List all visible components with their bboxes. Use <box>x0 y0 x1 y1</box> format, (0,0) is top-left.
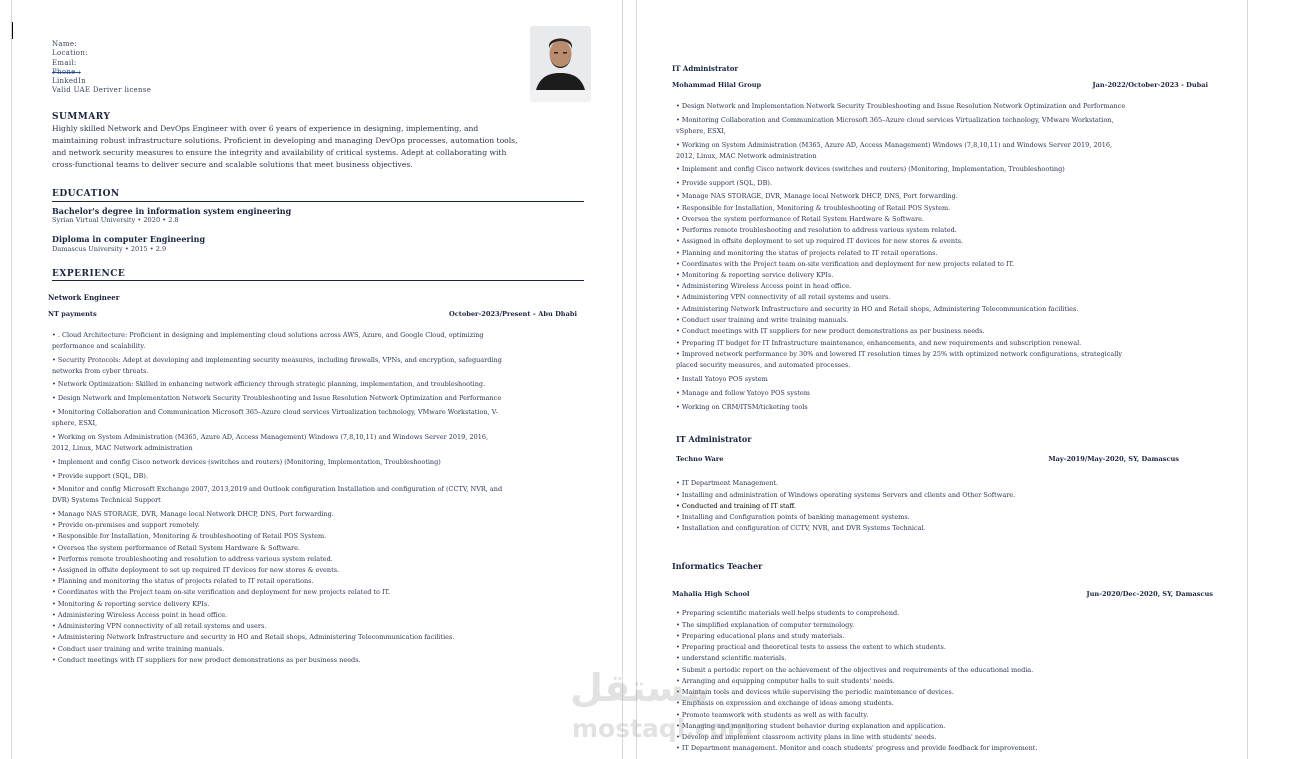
education-detail: Syrian Virtual University • 2020 • 2.8 <box>52 216 179 224</box>
bullet-item: • Administering VPN connectivity of all retail systems and users. <box>676 293 891 301</box>
bullet-item: • Coordinates with the Project team on-site verification and deployment for new projects related to IT. <box>52 588 391 596</box>
bullet-item: • Install Yatoyo POS system <box>676 375 768 383</box>
bullet-item: • Conduct user training and write training manuals. <box>676 316 849 324</box>
job-dates: Jan-2022/October-2023 - Dubai <box>1092 81 1208 89</box>
job-title: Network Engineer <box>48 293 120 302</box>
summary-line: and network security measures to ensure the integrity and availability of critical systems. Adept at collaborating with <box>52 148 507 157</box>
experience-divider <box>52 280 584 281</box>
bullet-item: • Develop and implement classroom activity plans in line with students' needs. <box>676 733 937 741</box>
job-meta-row <box>676 455 1179 463</box>
bullet-item: • Working on System Administration (M365, Azure AD, Access Management) Windows (7,8,10,11) and Windows Server 2019, 2016, <box>676 141 1113 149</box>
mostaql-watermark <box>570 666 753 746</box>
bullet-item: • Planning and monitoring the status of projects related to IT retail operations. <box>52 577 314 585</box>
bullet-item: • Installing and administration of Windows operating systems Servers and clients and Other Software. <box>676 491 1016 499</box>
bullet-item: • Monitoring Collaboration and Communication Microsoft 365–Azure cloud services Virtualization technology, VMware Workstation, <box>676 116 1114 124</box>
bullet-item: • Oversea the system performance of Retail System Hardware & Software. <box>52 544 300 552</box>
job-dates: October-2023/Present – Abu Dhabi <box>449 310 577 318</box>
bullet-item: DVR) Systems Technical Support <box>52 496 161 504</box>
education-degree: Diploma in computer Engineering <box>52 234 206 244</box>
bullet-item: • Conduct meetings with IT suppliers for new product demonstrations as per business needs. <box>676 327 985 335</box>
bullet-item: • Coordinates with the Project team on-site verification and deployment for new projects related to IT. <box>676 260 1015 268</box>
job-meta-row <box>48 310 577 318</box>
bullet-item: • Installation and configuration of CCTV, NVR, and DVR Systems Technical. <box>676 524 926 532</box>
bullet-item: • Installing and Configuration points of banking management systems. <box>676 513 910 521</box>
bullet-item: • Monitoring & reporting service delivery KPIs. <box>52 600 210 608</box>
summary-line: maintaining robust infrastructure solutions. Proficient in developing and managing DevOps processes, automation tools, <box>52 136 518 145</box>
summary-line: cross-functional teams to deliver secure and scalable solutions that meet business objectives. <box>52 160 413 169</box>
location-label: Location: <box>52 49 88 58</box>
bullet-item: • Preparing educational plans and study materials. <box>676 632 845 640</box>
job-dates: May-2019/May-2020, SY, Damascus <box>1048 455 1179 463</box>
bullet-item: • Working on System Administration (M365, Azure AD, Access Management) Windows (7,8,10,11) and Windows Server 2019, 2016, <box>52 433 489 441</box>
bullet-item: • Monitoring Collaboration and Communication Microsoft 365–Azure cloud services Virtualization technology, VMware Workstation, V- <box>52 408 498 416</box>
summary-line: Highly skilled Network and DevOps Engineer with over 6 years of experience in designing, implementing, and <box>52 124 479 133</box>
education-degree: Bachelor's degree in information system engineering <box>52 206 292 216</box>
bullet-item: • Planning and monitoring the status of projects related to IT retail operations. <box>676 249 938 257</box>
bullet-item: • Conduct user training and write training manuals. <box>52 645 225 653</box>
education-heading: EDUCATION <box>52 189 120 199</box>
bullet-item: • Manage NAS STORAGE, DVR, Manage local Network DHCP, DNS, Port forwarding. <box>676 192 958 200</box>
bullet-item: • Assigned in offsite deployment to set up required IT devices for new stores & events. <box>676 237 964 245</box>
bullet-item: • Monitor and config Microsoft Exchange 2007, 2013,2019 and Outlook configuration Installation and configuration of (CCTV, NVR, and <box>52 485 503 493</box>
bullet-item: • Preparing scientific materials well helps students to comprehend. <box>676 609 900 617</box>
bullet-item: • Manage NAS STORAGE, DVR, Manage local Network DHCP, DNS, Port forwarding. <box>52 510 334 518</box>
bullet-item: networks from cyber threats. <box>52 367 149 375</box>
name-label: Name: <box>52 40 77 48</box>
bullet-item: • IT Department management. Monitor and coach students' progress and provide feedback for improvement. <box>676 744 1038 752</box>
bullet-item: • Design Network and Implementation Network Security Troubleshooting and Issue Resolution Network Optimization and Performance <box>52 394 502 402</box>
education-divider <box>52 201 584 202</box>
resume-page-1 <box>11 0 623 759</box>
linkedin-label[interactable]: LinkedIn <box>52 77 86 86</box>
bullet-item: • Performs remote troubleshooting and resolution to address various system related. <box>52 555 333 563</box>
bullet-item: • Provide on-premises and support remotely. <box>52 521 200 529</box>
bullet-item: • Implement and config Cisco network devices (switches and routers) (Monitoring, Implementation, Troubleshooting) <box>52 458 441 466</box>
bullet-item: • Assigned in offsite deployment to set up required IT devices for new stores & events. <box>52 566 340 574</box>
bullet-item: • Administering Wireless Access point in head office. <box>52 611 228 619</box>
bullet-item: • Improved network performance by 30% and lowered IT resolution times by 25% with optimized network configurations, strategically <box>676 350 1123 358</box>
bullet-item: • Administering Wireless Access point in head office. <box>676 282 852 290</box>
bullet-item: • Promote teamwork with students as well as with faculty. <box>676 711 869 719</box>
resume-page-2 <box>636 0 1248 759</box>
summary-heading: SUMMARY <box>52 112 111 122</box>
job-company: Mohammad Hilal Group <box>672 81 762 89</box>
watermark-arabic: مستقل <box>570 666 709 710</box>
bullet-item: • Provide support (SQL, DB). <box>676 179 773 187</box>
experience-heading: EXPERIENCE <box>52 269 126 279</box>
bullet-item: • Working on CRM/ITSM/ticketing tools <box>676 403 808 411</box>
education-detail: Damascus University • 2015 • 2.9 <box>52 245 167 253</box>
bullet-item: placed security measures, and automated processes. <box>676 361 851 369</box>
bullet-item: sphere, ESXI, <box>52 419 98 427</box>
bullet-item: • Submit a periodic report on the achievement of the objectives and requirements of the educational media. <box>676 666 1034 674</box>
bullet-item: • Monitoring & reporting service delivery KPIs. <box>676 271 834 279</box>
bullet-item: 2012, Linux, MAC Network administration <box>52 444 193 452</box>
bullet-item: • understand scientific materials. <box>676 654 787 662</box>
bullet-item: • Maintain tools and devices while supervising the periodic maintenance of devices. <box>676 688 954 696</box>
job-meta-row <box>672 590 1213 598</box>
bullet-item: • Security Protocols: Adept at developing and implementing security measures, including firewalls, VPNs, and encryption, safeguarding <box>52 356 502 364</box>
bullet-item: • Emphasis on expression and exchange of ideas among students. <box>676 699 894 707</box>
bullet-item: • Implement and config Cisco network devices (switches and routers) (Monitoring, Implementation, Troubleshooting) <box>676 165 1065 173</box>
bullet-item: • Oversea the system performance of Retail System Hardware & Software. <box>676 215 924 223</box>
bullet-item: • Administering VPN connectivity of all retail systems and users. <box>52 622 267 630</box>
bullet-item: • Responsible for Installation, Monitoring & troubleshooting of Retail POS System. <box>52 532 327 540</box>
job-company: Mahalia High School <box>672 590 750 598</box>
bullet-item: • Administering Network Infrastructure and security in HO and Retail shops, Administering Telecommunication facilities. <box>676 305 1079 313</box>
profile-photo <box>530 26 591 102</box>
job-title: Informatics Teacher <box>672 561 763 571</box>
bullet-item: 2012, Linux, MAC Network administration <box>676 152 817 160</box>
job-title: IT Administrator <box>676 434 752 444</box>
bullet-item: • Preparing practical and theoretical tests to assess the extent to which students. <box>676 643 946 651</box>
job-meta-row <box>672 81 1208 89</box>
job-title: IT Administrator <box>672 64 739 73</box>
job-company: Techno Ware <box>676 455 724 463</box>
email-label: Email: <box>52 58 77 67</box>
text-cursor <box>12 22 13 39</box>
bullet-item: • Performs remote troubleshooting and resolution to address various system related. <box>676 226 957 234</box>
bullet-item: • Preparing IT budget for IT Infrastructure maintenance, enhancements, and new requirements and subscription renewal. <box>676 339 1082 347</box>
job-company: NT payments <box>48 310 97 318</box>
bullet-item: • Arranging and equipping computer halls to suit students' needs. <box>676 677 895 685</box>
bullet-item: • Administering Network Infrastructure and security in HO and Retail shops, Administering Telecommunication facilities. <box>52 633 455 641</box>
summary-text <box>52 123 592 171</box>
bullet-item: • Responsible for Installation, Monitoring & troubleshooting of Retail POS System. <box>676 204 951 212</box>
bullet-item: • Managing and monitoring student behavior during explanation and application. <box>676 722 946 730</box>
bullet-item: • The simplified explanation of computer terminology. <box>676 621 855 629</box>
watermark-latin: mostaql.com <box>572 714 753 743</box>
bullet-item: • Provide support (SQL, DB). <box>52 472 149 480</box>
phone-label[interactable]: Phone : <box>52 67 81 76</box>
bullet-item: • Conduct meetings with IT suppliers for new product demonstrations as per business needs. <box>52 656 361 664</box>
bullet-item: • Manage and follow Yatoyo POS system <box>676 389 810 397</box>
bullet-item: • IT Department Management. <box>676 479 779 487</box>
bullet-item: vSphere, ESXI, <box>676 127 726 135</box>
license-text: Valid UAE Deriver license <box>52 86 152 95</box>
bullet-item: • Conducted and training of IT staff. <box>676 502 796 510</box>
bullet-item: • Network Optimization: Skilled in enhancing network efficiency through strategic planning, implementation, and troubleshooting. <box>52 380 486 388</box>
contact-block <box>52 40 151 96</box>
job-dates: Jun-2020/Dec-2020, SY, Damascus <box>1086 590 1213 598</box>
bullet-item: • Design Network and Implementation Network Security Troubleshooting and Issue Resolution Network Optimization and Performance <box>676 102 1126 110</box>
bullet-item: • . Cloud Architecture: Proficient in designing and implementing cloud solutions across AWS, Azure, and Google Cloud, optimizing <box>52 331 484 339</box>
bullet-item: performance and scalability. <box>52 342 146 350</box>
